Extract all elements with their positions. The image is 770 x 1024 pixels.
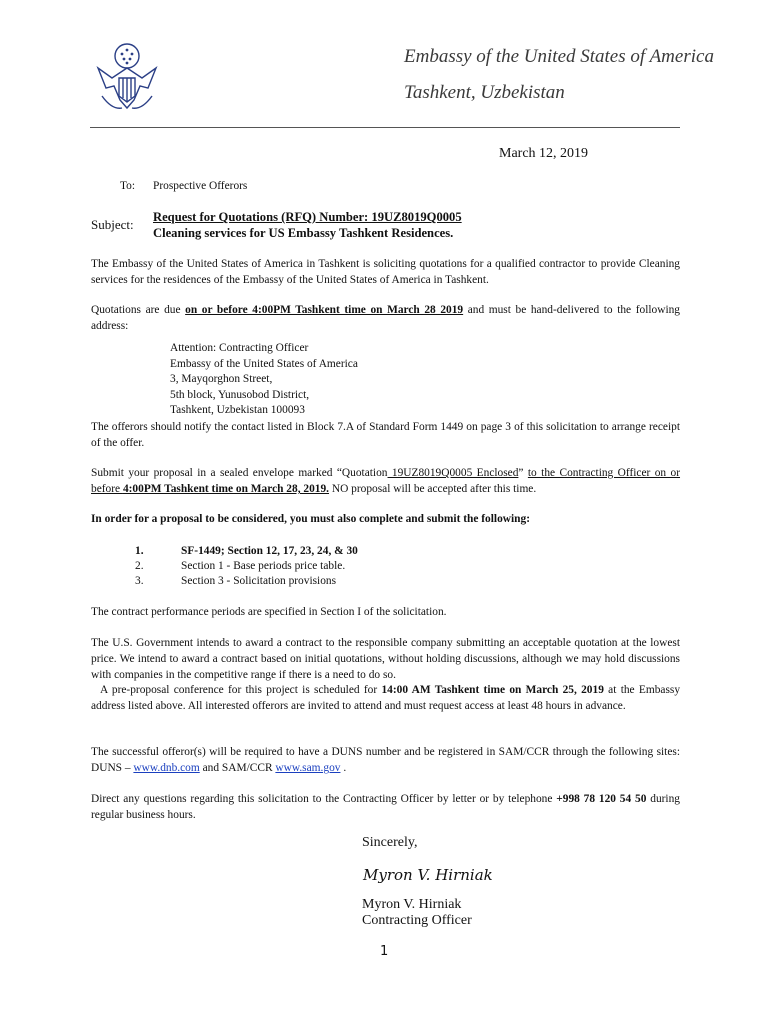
address-line: 5th block, Yunusobod District, — [170, 388, 310, 401]
address-line: Embassy of the United States of America — [170, 357, 358, 370]
list-item: 2. Section 1 - Base periods price table. — [135, 560, 346, 572]
subject-description: Cleaning services for US Embassy Tashkent Residences. — [153, 226, 454, 240]
notify-paragraph: The offerors should notify the contact listed in Block 7.A of Standard Form 1449 on page 3 of this solicitation to arrange receipt of the offer. — [91, 421, 680, 449]
embassy-seal — [92, 38, 162, 118]
header-divider — [90, 127, 680, 128]
due-paragraph: Quotations are due on or before 4:00PM Tashkent time on March 28 2019 and must be hand-delivered to the following address: — [91, 304, 680, 332]
delivery-address — [170, 341, 358, 419]
contact-phone: +998 78 120 54 50 — [556, 793, 647, 805]
award-paragraph: The U.S. Government intends to award a contract to the responsible company submitting an acceptable quotation at the lowest price. We intend to award a contract based on initial quotations, without holding discussions, although we may hold discussions with companies in the competitive range if there is a need to do so. — [91, 637, 680, 681]
duns-paragraph: The successful offeror(s) will be required to have a DUNS number and be registered in SAM/CCR through the following sites: DUNS – www.dnb.com and SAM/CCR www.sam.gov . — [91, 746, 680, 774]
closing: Sincerely, — [362, 835, 418, 850]
embassy-name: Embassy of the United States of America — [404, 46, 714, 67]
letter-date: March 12, 2019 — [499, 146, 589, 161]
questions-paragraph: Direct any questions regarding this solicitation to the Contracting Officer by letter or by telephone +998 78 120 54 50 during regular business hours. — [91, 793, 680, 821]
dnb-link[interactable]: www.dnb.com — [133, 762, 200, 774]
list-item: 3. Section 3 - Solicitation provisions — [135, 575, 337, 587]
signer-title: Contracting Officer — [362, 913, 472, 928]
requirements-heading: In order for a proposal to be considered, you must also complete and submit the following: — [91, 513, 530, 525]
intro-paragraph: The Embassy of the United States of America in Tashkent is soliciting quotations for a qualified contractor to provide Cleaning services for the residences of the Embassy of the United States of America in Tashkent. — [91, 258, 680, 286]
address-line: 3, Mayqorghon Street, — [170, 373, 273, 385]
subject-label: Subject: — [91, 217, 134, 232]
subject-rfq-number: Request for Quotations (RFQ) Number: 19UZ8019Q0005 — [153, 210, 462, 224]
sam-gov-link[interactable]: www.sam.gov — [275, 762, 341, 774]
address-line: Attention: Contracting Officer — [170, 342, 309, 354]
signer-name: Myron V. Hirniak — [362, 897, 462, 912]
requirements-list — [135, 544, 358, 589]
due-deadline: on or before 4:00PM Tashkent time on March 28 2019 — [185, 304, 464, 316]
address-line: Tashkent, Uzbekistan 100093 — [170, 404, 305, 416]
page-number: 1 — [380, 944, 389, 959]
performance-paragraph: The contract performance periods are specified in Section I of the solicitation. — [91, 606, 447, 618]
preproposal-paragraph: A pre-proposal conference for this project is scheduled for 14:00 AM Tashkent time on March 25, 2019 at the Embassy address listed above. All interested offerors are invited to attend and must request access at least 48 hours in advance. — [91, 684, 681, 712]
handwritten-signature: Myron V. Hirniak — [363, 866, 493, 884]
submit-deadline: 4:00PM Tashkent time on March 28, 2019. — [122, 483, 330, 495]
list-item: 1. SF-1449; Section 12, 17, 23, 24, & 30 — [135, 545, 358, 557]
to-value: Prospective Offerors — [153, 180, 248, 192]
conference-time: 14:00 AM Tashkent time on March 25, 2019 — [381, 684, 604, 696]
embassy-location: Tashkent, Uzbekistan — [404, 82, 565, 103]
to-label: To: — [120, 180, 136, 192]
submit-paragraph: Submit your proposal in a sealed envelope marked “Quotation 19UZ8019Q0005 Enclosed” to the Contracting Officer on or before 4:00PM Tashkent time on March 28, 2019. NO proposal will be accepted after this time. — [91, 467, 681, 495]
